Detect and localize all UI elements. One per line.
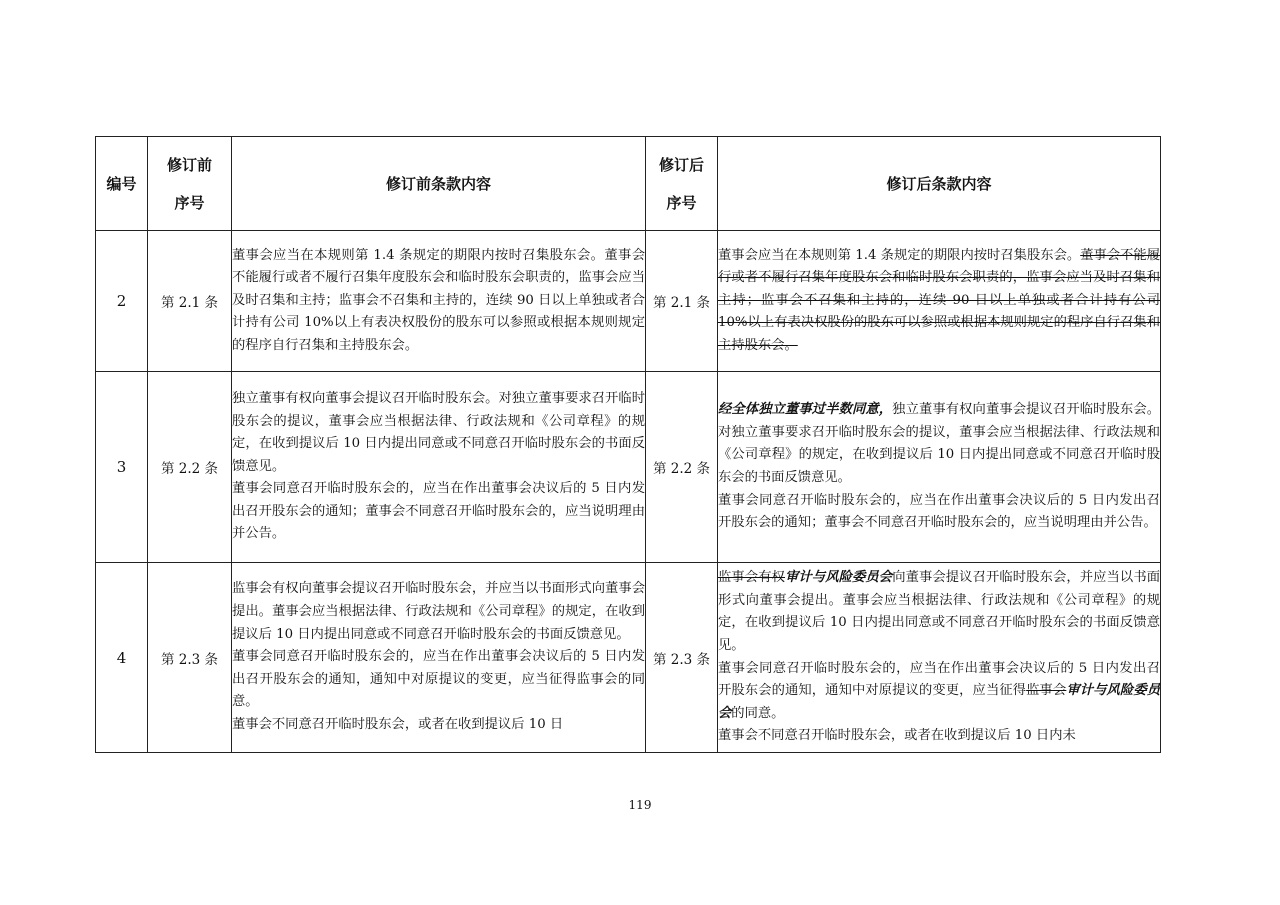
new-clause-paragraph: [718, 245, 1160, 358]
new-clause-paragraph: [718, 567, 1160, 657]
clause-text: 董事会同意召开临时股东会的，应当在作出董事会决议后的 5 日内发出召开股东会的通知；董事会不同意召开临时股东会的，应当说明理由并公告。: [718, 492, 1160, 531]
row-number: 2: [96, 231, 148, 372]
row-number: 3: [96, 372, 148, 563]
clause-text: 董事会同意召开临时股东会的，应当在作出董事会决议后的 5 日内发出召开股东会的通知，通知中对原提议的变更，应当征得: [718, 660, 1160, 699]
clause-text: 董事会应当在本规则第 1.4 条规定的期限内按时召集股东会。: [718, 247, 1081, 263]
header-old-seq-line1: 修订前: [166, 155, 212, 174]
new-clause-content: [718, 563, 1161, 753]
old-article-number: 第 2.1 条: [148, 231, 232, 372]
deleted-text: 董事会不能履行或者不履行召集年度股东会和临时股东会职责的，监事会应当及时召集和主持；监事会不召集和主持的，连续 90 日以上单独或者合计持有公司 10%以上有表决权股份的股东可以参照或根据本规则规定的程序自行召集和主持股东会。: [718, 247, 1160, 353]
inserted-text: 审计与风险委员会: [785, 570, 893, 586]
clause-text: 独立董事有权向董事会提议召开临时股东会。对独立董事要求召开临时股东会的提议，董事会应当根据法律、行政法规和《公司章程》的规定，在收到提议后 10 日内提出同意或不同意召开临时股东会的书面反馈意见。: [718, 402, 1161, 485]
header-row: [96, 137, 1161, 231]
old-article-number: 第 2.3 条: [148, 563, 232, 753]
deleted-text: 监事会有权: [718, 570, 785, 586]
header-number: 编号: [96, 137, 148, 231]
header-old-content: 修订前条款内容: [232, 137, 646, 231]
clause-text: 董事会不同意召开临时股东会，或者在收到提议后 10 日内未: [718, 728, 1076, 744]
clause-text: 的同意。: [731, 705, 785, 721]
page-number: 119: [628, 798, 652, 812]
deleted-text: 监事会: [1026, 683, 1067, 699]
new-clause-content: [718, 231, 1161, 372]
table-row: [96, 231, 1161, 372]
inserted-text: 审计与风险委员会: [718, 683, 1161, 721]
new-clause-paragraph: [718, 399, 1160, 489]
header-new-seq: [646, 137, 718, 231]
new-clause-paragraph: [718, 490, 1160, 535]
new-article-number: 第 2.1 条: [646, 231, 718, 372]
table-row: [96, 372, 1161, 563]
new-clause-content: [718, 372, 1161, 563]
new-clause-paragraph: [718, 725, 1160, 748]
old-clause-content: [232, 563, 646, 753]
new-article-number: 第 2.2 条: [646, 372, 718, 563]
old-clause-paragraph: 董事会同意召开临时股东会的，应当在作出董事会决议后的 5 日内发出召开股东会的通知，通知中对原提议的变更，应当征得监事会的同意。: [232, 649, 645, 710]
new-clause-paragraph: [718, 658, 1160, 726]
revision-table: [95, 136, 1161, 753]
header-new-seq-line1: 修订后: [658, 155, 704, 174]
table-row: [96, 563, 1161, 753]
header-old-seq: [148, 137, 232, 231]
inserted-text: 经全体独立董事过半数同意，: [718, 402, 893, 418]
old-clause-content: [232, 372, 646, 563]
header-old-seq-line2: 序号: [174, 193, 205, 212]
header-new-content: 修订后条款内容: [718, 137, 1161, 231]
old-clause-paragraph: 独立董事有权向董事会提议召开临时股东会。对独立董事要求召开临时股东会的提议，董事会应当根据法律、行政法规和《公司章程》的规定，在收到提议后 10 日内提出同意或不同意召开临时股东会的书面反馈意见。: [232, 390, 645, 474]
old-clause-content: [232, 231, 646, 372]
old-clause-paragraph: 监事会有权向董事会提议召开临时股东会，并应当以书面形式向董事会提出。董事会应当根据法律、行政法规和《公司章程》的规定，在收到提议后 10 日内提出同意或不同意召开临时股东会的书面反馈意见。: [232, 581, 645, 642]
new-article-number: 第 2.3 条: [646, 563, 718, 753]
header-new-seq-line2: 序号: [666, 193, 697, 212]
old-clause-paragraph: 董事会应当在本规则第 1.4 条规定的期限内按时召集股东会。董事会不能履行或者不履行召集年度股东会和临时股东会职责的，监事会应当及时召集和主持；监事会不召集和主持的，连续 90 日以上单独或者合计持有公司 10%以上有表决权股份的股东可以参照或根据本规则规定的程序自行召集和主持股东会。: [232, 247, 645, 353]
clause-text: 向董事会提议召开临时股东会，并应当以书面形式向董事会提出。董事会应当根据法律、行政法规和《公司章程》的规定，在收到提议后 10 日内提出同意或不同意召开临时股东会的书面反馈意见。: [718, 570, 1161, 653]
row-number: 4: [96, 563, 148, 753]
old-clause-paragraph: 董事会不同意召开临时股东会，或者在收到提议后 10 日: [232, 716, 564, 732]
old-clause-paragraph: 董事会同意召开临时股东会的，应当在作出董事会决议后的 5 日内发出召开股东会的通知；董事会不同意召开临时股东会的，应当说明理由并公告。: [232, 481, 645, 542]
old-article-number: 第 2.2 条: [148, 372, 232, 563]
